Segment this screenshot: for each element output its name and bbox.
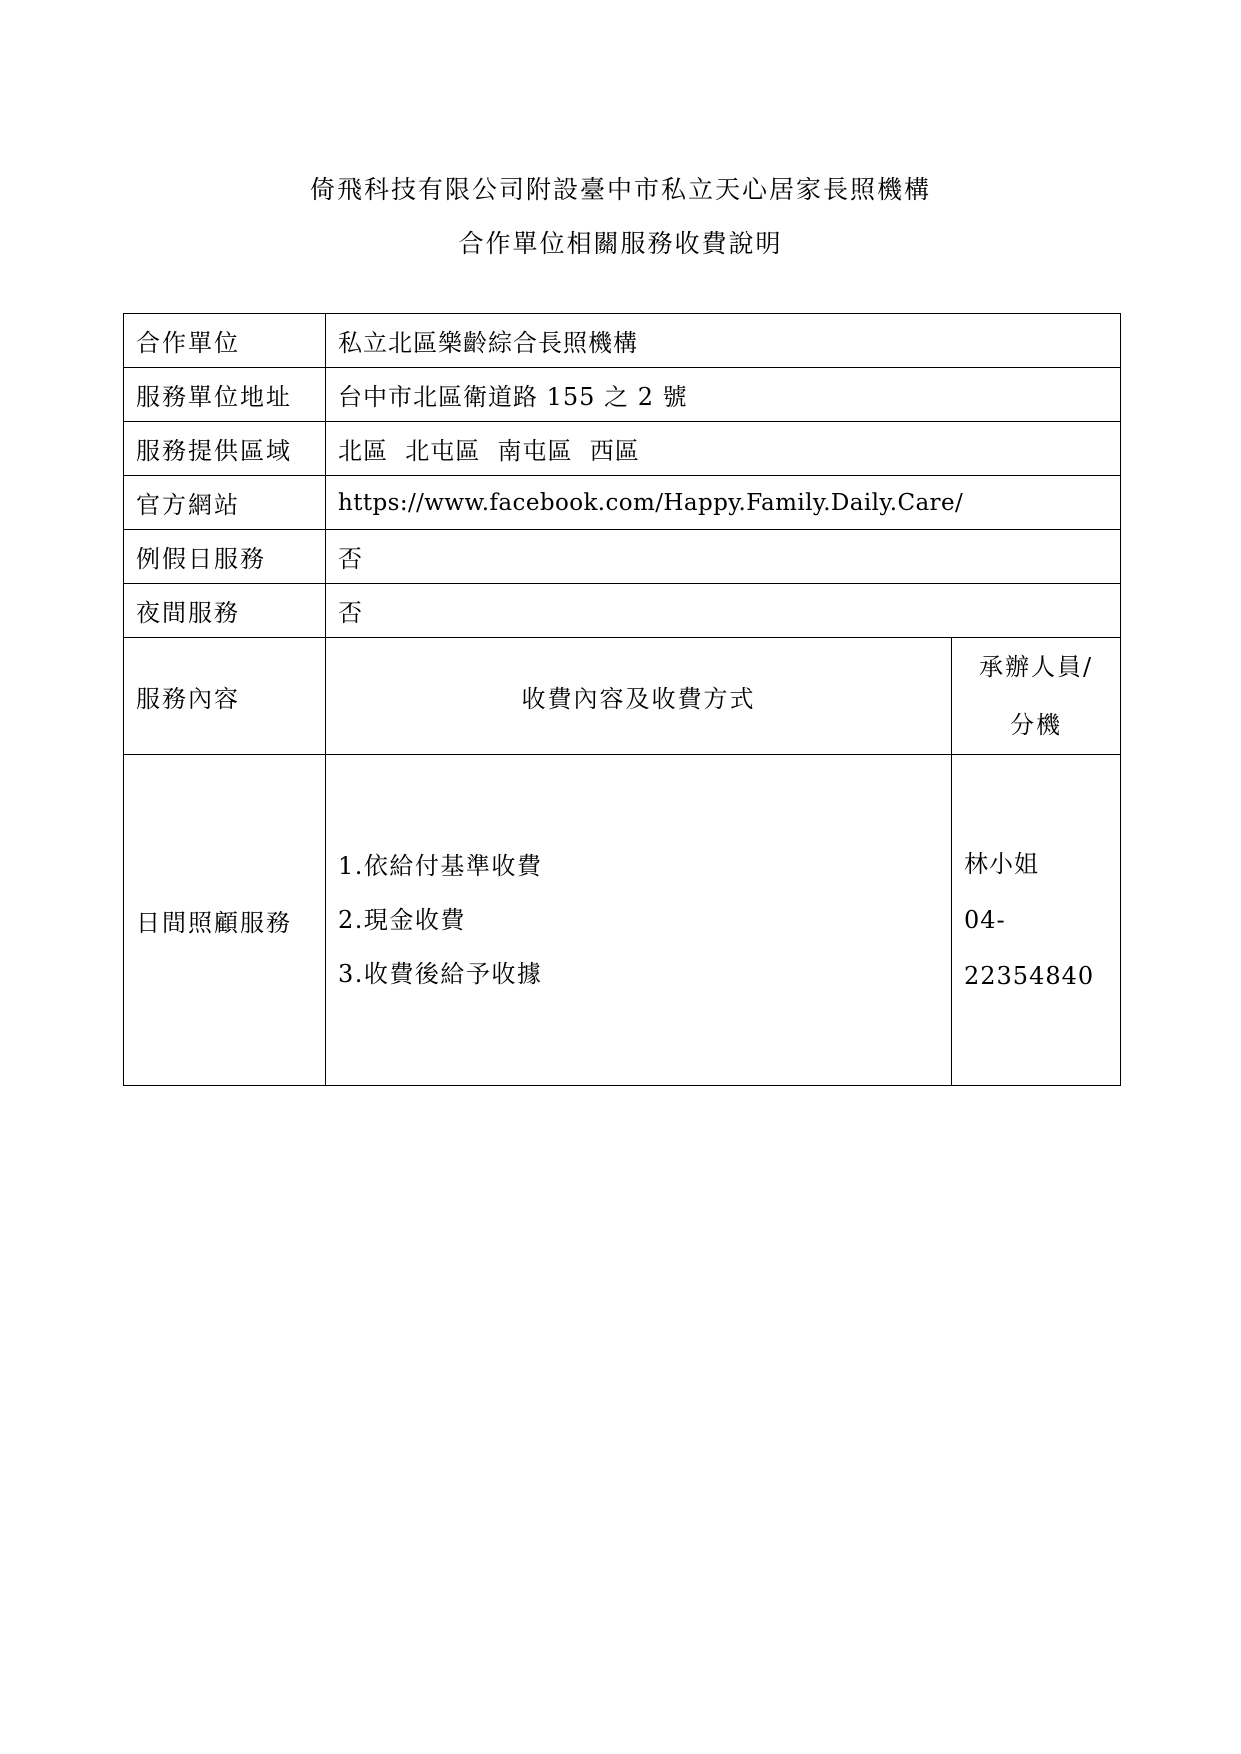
- info-value: 北區 北屯區 南屯區 西區: [326, 422, 1121, 476]
- info-label: 服務單位地址: [124, 368, 326, 422]
- service-info-table: [123, 313, 1121, 1086]
- info-label: 例假日服務: [124, 530, 326, 584]
- service-header-row: [124, 638, 1121, 755]
- info-row-partner: [124, 314, 1121, 368]
- contact-header-line: 承辦人員/: [978, 653, 1094, 681]
- contact-phone: 04-: [964, 906, 1006, 934]
- fee-item: 2.現金收費: [338, 906, 466, 934]
- fee-column-header: 收費內容及收費方式: [326, 638, 952, 755]
- contact-column-header: [952, 638, 1121, 755]
- info-value: 否: [326, 530, 1121, 584]
- info-label: 官方網站: [124, 476, 326, 530]
- contact-name: 林小姐: [964, 850, 1039, 878]
- service-name: 日間照顧服務: [124, 755, 326, 1086]
- fee-item: 3.收費後給予收據: [338, 960, 543, 988]
- service-column-header: 服務內容: [124, 638, 326, 755]
- info-value: 私立北區樂齡綜合長照機構: [326, 314, 1121, 368]
- info-value: 否: [326, 584, 1121, 638]
- service-row: [124, 755, 1121, 1086]
- contact-details: [952, 755, 1121, 1086]
- info-row-holiday: [124, 530, 1121, 584]
- contact-header-line: 分機: [1010, 711, 1062, 739]
- info-label: 服務提供區域: [124, 422, 326, 476]
- contact-phone: 22354840: [964, 962, 1095, 990]
- document-title: 倚飛科技有限公司附設臺中市私立天心居家長照機構: [309, 175, 931, 204]
- info-row-address: [124, 368, 1121, 422]
- fee-item: 1.依給付基準收費: [338, 852, 543, 880]
- info-label: 合作單位: [124, 314, 326, 368]
- info-label: 夜間服務: [124, 584, 326, 638]
- document-subtitle: 合作單位相關服務收費說明: [458, 229, 783, 258]
- info-row-website: [124, 476, 1121, 530]
- info-row-area: [124, 422, 1121, 476]
- website-link[interactable]: https://www.facebook.com/Happy.Family.Daily.Care/: [326, 476, 1121, 530]
- fee-details: [326, 755, 952, 1086]
- info-row-night: [124, 584, 1121, 638]
- info-value: 台中市北區衛道路 155 之 2 號: [326, 368, 1121, 422]
